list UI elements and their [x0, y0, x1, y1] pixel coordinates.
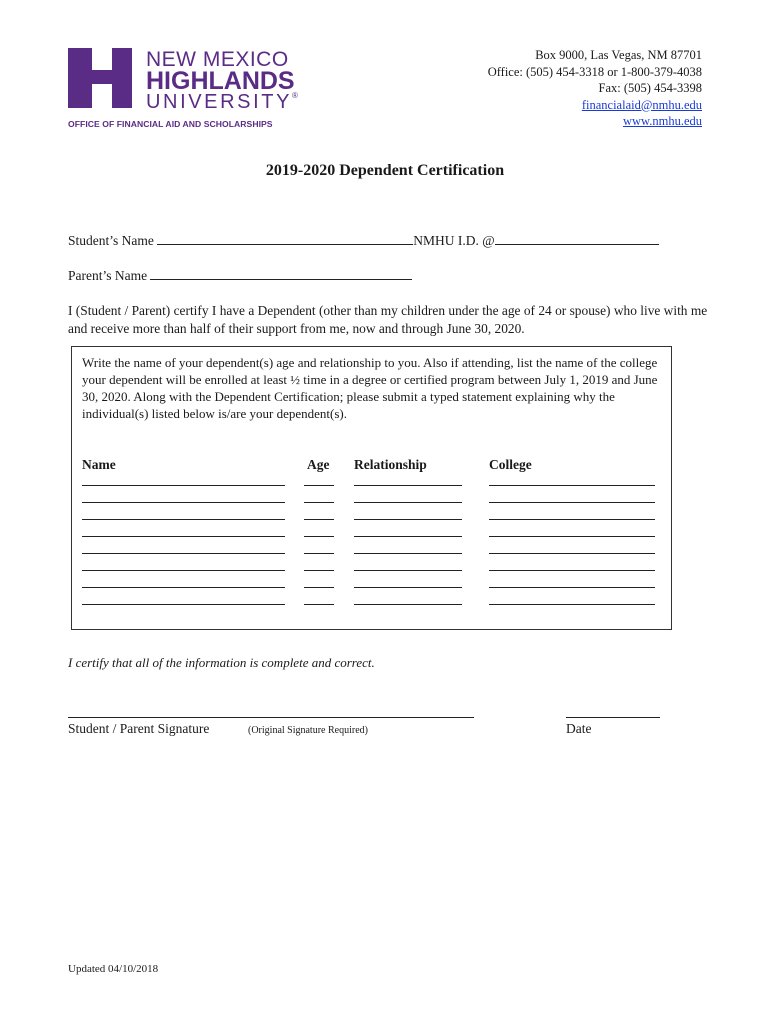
contact-address: Box 9000, Las Vegas, NM 87701 [535, 48, 702, 62]
dependent-age-field[interactable] [304, 519, 334, 520]
logo-text-university: UNIVERSITY® [146, 91, 298, 113]
date-label: Date [566, 721, 592, 736]
dependent-relationship-field[interactable] [354, 604, 462, 605]
contact-office-phone: Office: (505) 454-3318 or 1-800-379-4038 [487, 64, 702, 79]
dependent-name-field[interactable] [82, 587, 285, 588]
dependent-relationship-field[interactable] [354, 553, 462, 554]
signature-note: (Original Signature Required) [248, 725, 368, 736]
column-header-name: Name [82, 457, 116, 472]
contact-block [488, 47, 702, 130]
dependent-table-box [71, 346, 672, 630]
parent-info-line [68, 267, 412, 284]
nmhu-id-field[interactable] [495, 232, 659, 245]
nmhu-id-label: NMHU I.D. @ [413, 233, 495, 248]
logo-text-highlands: HIGHLANDS [146, 67, 295, 95]
dependent-instructions: Write the name of your dependent(s) age and relationship to you. Also if attending, list the name of the college your dependent will be enrolled at least ½ time in a degree or certified program between July 1, 2019 and June 30, 2020. Along with the Dependent Certification; please submit a typed statement explaining why the individual(s) listed below is/are your dependent(s). [82, 355, 658, 421]
student-name-field[interactable] [157, 232, 413, 245]
updated-date: Updated 04/10/2018 [68, 963, 159, 975]
student-info-line [68, 232, 659, 249]
contact-website-link[interactable]: www.nmhu.edu [622, 114, 702, 128]
contact-email-link[interactable]: financialaid@nmhu.edu [581, 97, 702, 112]
column-header-age: Age [307, 457, 330, 472]
certification-statement: I (Student / Parent) certify I have a Dependent (other than my children under the age of 24 or spouse) who live with me and receive more than half of their support from me, now and through June 30, 2020. [68, 303, 708, 336]
dependent-age-field[interactable] [304, 570, 334, 571]
dependent-relationship-field[interactable] [354, 587, 462, 588]
dependent-college-field[interactable] [489, 587, 655, 588]
parent-name-field[interactable] [150, 267, 412, 280]
dependent-age-field[interactable] [304, 502, 334, 503]
logo-office-name: OFFICE OF FINANCIAL AID AND SCHOLARSHIPS [68, 119, 273, 129]
dependent-name-field[interactable] [82, 502, 285, 503]
contact-fax: Fax: (505) 454-3398 [598, 81, 702, 95]
column-header-college: College [489, 457, 532, 472]
student-name-label: Student’s Name [68, 233, 154, 248]
dependent-age-field[interactable] [304, 553, 334, 554]
dependent-name-field[interactable] [82, 536, 285, 537]
h-logo-mark-icon [68, 46, 136, 110]
column-header-relationship: Relationship [354, 457, 427, 472]
dependent-name-field[interactable] [82, 485, 285, 486]
dependent-name-field[interactable] [82, 570, 285, 571]
document-title: 2019-2020 Dependent Certification [265, 162, 505, 179]
dependent-relationship-field[interactable] [354, 570, 462, 571]
dependent-relationship-field[interactable] [354, 485, 462, 486]
attestation-statement: I certify that all of the information is complete and correct. [68, 655, 375, 670]
dependent-age-field[interactable] [304, 485, 334, 486]
dependent-name-field[interactable] [82, 553, 285, 554]
signature-field[interactable] [68, 717, 474, 718]
dependent-college-field[interactable] [489, 570, 655, 571]
dependent-relationship-field[interactable] [354, 536, 462, 537]
parent-name-label: Parent’s Name [68, 268, 148, 283]
dependent-age-field[interactable] [304, 604, 334, 605]
dependent-name-field[interactable] [82, 519, 285, 520]
dependent-age-field[interactable] [304, 536, 334, 537]
dependent-college-field[interactable] [489, 553, 655, 554]
dependent-name-field[interactable] [82, 604, 285, 605]
signature-label: Student / Parent Signature [68, 721, 210, 736]
dependent-age-field[interactable] [304, 587, 334, 588]
university-logo [68, 46, 308, 132]
logo-text-new-mexico: NEW MEXICO [146, 48, 289, 71]
date-field[interactable] [566, 717, 660, 718]
dependent-college-field[interactable] [489, 502, 655, 503]
dependent-college-field[interactable] [489, 536, 655, 537]
dependent-relationship-field[interactable] [354, 502, 462, 503]
dependent-college-field[interactable] [489, 604, 655, 605]
dependent-relationship-field[interactable] [354, 519, 462, 520]
dependent-college-field[interactable] [489, 519, 655, 520]
dependent-college-field[interactable] [489, 485, 655, 486]
